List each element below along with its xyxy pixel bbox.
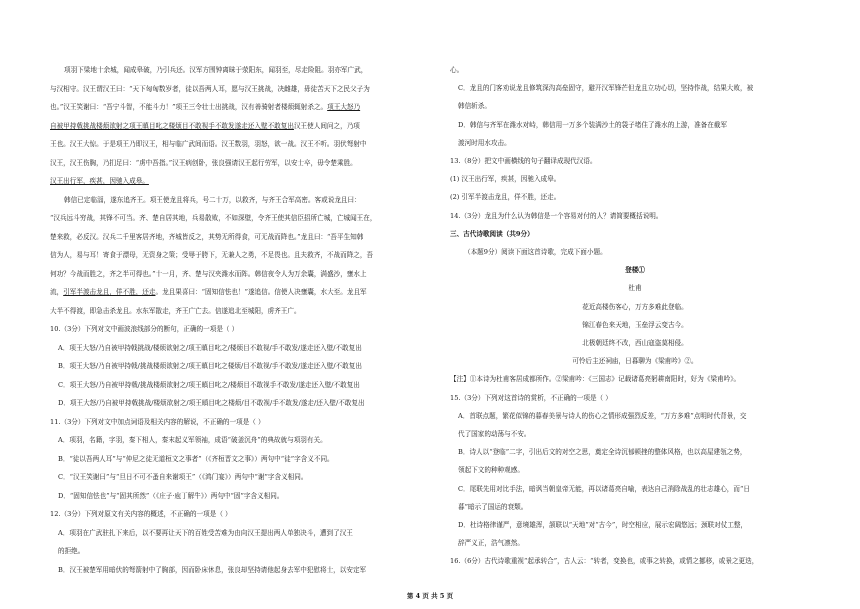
right-line-18 bbox=[450, 394, 820, 403]
line-text: (1) 汉王出行军，疾甚，因驰入成皋。 bbox=[450, 175, 561, 184]
left-line-3 bbox=[50, 122, 425, 131]
line-text: 代了国家的动荡与不安。 bbox=[458, 430, 531, 438]
line-text: 锦江春色来天地，玉垒浮云变古今。 bbox=[582, 320, 688, 329]
left-line-18 bbox=[50, 399, 425, 408]
line-text: B．诗人以“登临”二字，引出后文的对空之思，奠定全诗沉郁顿挫的整体风格，也以高屋建瓴之势， bbox=[458, 448, 747, 457]
line-text: C．尾联先用对比手法，暗讽当朝皇帝无能，再以诸葛亮自喻，表达自己消除战乱的壮志雄心，而“日 bbox=[458, 484, 750, 493]
line-text: 登楼① bbox=[625, 266, 645, 275]
line-text-after: 。龙且果喜曰：“固知信怯也！”遂追信。信使人决壅囊，水大至。龙且军 bbox=[155, 288, 367, 296]
line-text: B．“徒以吾两人耳”与“仲尼之徒无道桓文之事者”（《齐桓晋文之事》）两句中“徒”字含义不同。 bbox=[58, 454, 334, 463]
right-line-15 bbox=[450, 339, 820, 348]
left-line-11 bbox=[50, 270, 425, 279]
left-line-14 bbox=[50, 325, 425, 334]
right-line-21 bbox=[450, 448, 820, 457]
line-text: D．韩信与齐军在潍水对峙，韩信用一万多个装满沙土的袋子堵住了潍水的上游，准备在截军 bbox=[458, 120, 728, 129]
right-line-10 bbox=[450, 248, 820, 257]
line-text: 汉王出行军，疾甚，因驰入成皋。 bbox=[50, 177, 149, 185]
right-line-1 bbox=[450, 84, 820, 93]
line-text: D．“固知信怯也”与“固其所然”（《庄子·庖丁解牛》）两句中“固”字含义相同。 bbox=[58, 491, 284, 500]
line-text: 渡河时用水攻击。 bbox=[458, 138, 511, 147]
line-text: （本题9分）阅读下面这首诗歌，完成下面小题。 bbox=[464, 248, 607, 256]
right-line-11 bbox=[450, 266, 820, 275]
right-line-3 bbox=[450, 121, 820, 130]
left-line-25 bbox=[50, 529, 425, 538]
underlined-text: 引军半渡击龙且，佯不胜，还走 bbox=[63, 288, 156, 296]
left-column bbox=[50, 0, 425, 600]
line-text: 流， bbox=[50, 288, 64, 296]
right-line-0 bbox=[450, 66, 820, 75]
left-line-10 bbox=[50, 251, 425, 260]
left-line-22 bbox=[50, 473, 425, 482]
left-line-24 bbox=[50, 510, 425, 519]
line-text: C．项王大怒/乃自被甲持戟/挑战楼烦欲射之/项王瞋目叱之/楼烦目不敢视手不敢发/遂走还入壁/不敢复出 bbox=[58, 380, 360, 389]
line-text: 韩信斩杀。 bbox=[458, 102, 491, 111]
left-line-1 bbox=[50, 85, 425, 94]
line-text: 韩信已定临淄，遂东追齐王。项王使龙且将兵，号二十万，以救齐，与齐王合军高密。客或说龙且曰： bbox=[64, 195, 361, 204]
line-text: 楚来救，必反汉。汉兵二千里客居齐地，齐城皆反之，其势无所得食，可无战而降也。”龙且曰：“吾平生知韩 bbox=[50, 232, 364, 241]
line-text: 心。 bbox=[450, 66, 464, 74]
line-text: 暮”暗示了国运的衰颓。 bbox=[458, 502, 528, 511]
left-line-27 bbox=[50, 566, 425, 575]
line-text: 杜甫 bbox=[628, 284, 642, 293]
line-text: A．项王大怒/乃自被甲持戟挑战/楼烦欲射之/项王瞋目叱之/楼烦目不敢视/手不敢发/遂走还入壁/不敢复出 bbox=[58, 343, 362, 352]
left-line-6 bbox=[50, 177, 425, 186]
line-text: 何功？今战而胜之，齐之半可得也。”十一月，齐、楚与汉夹潍水而阵。韩信夜令人为万余囊，满盛沙，壅水上 bbox=[50, 269, 367, 278]
right-line-4 bbox=[450, 139, 820, 148]
line-text: D．杜诗格律谨严，意境雄浑，颔联以“天地”对“古今”，时空相应，展示宏阔悠远；颈联对仗工整， bbox=[458, 521, 748, 529]
line-text: 【注】①本诗为杜甫客居成都所作。②梁甫吟：《三国志》记载诸葛亮躬耕南阳时，好为《梁甫吟》。 bbox=[450, 375, 741, 384]
left-line-8 bbox=[50, 214, 425, 223]
line-text: 与汉相守。汉王谓汉王曰：“天下匈匈数岁者，徒以吾两人耳，愿与汉王挑战，决雌雄，毋徒苦天下之民父子为 bbox=[50, 84, 370, 93]
line-text: 14.（3分）龙且为什么认为韩信是一个容易对付的人？请简要概括说明。 bbox=[450, 211, 663, 220]
left-line-9 bbox=[50, 233, 425, 242]
right-line-26 bbox=[450, 539, 820, 548]
line-text: B．汉王被楚军用暗伏的弩箭射中了胸部，因而卧床休息，张良却坚持请他起身去军中犯慰将士，以安定军 bbox=[58, 565, 367, 574]
line-text: 三、古代诗歌阅读（共9分） bbox=[450, 229, 534, 238]
line-text: 12.（3分）下列对原文有关内容的概述，不正确的一项是（ ） bbox=[50, 510, 232, 518]
line-text: 自被甲持戟挑战楼烦欲射之项王瞋目叱之楼烦目不敢视手不敢发遂走还入壁不敢复出 bbox=[50, 121, 294, 130]
line-text: 项羽下梁地十余城，闻成皋破，乃引兵还。汉军方围钟离昧于荥阳东，闻羽至，尽走险阻。羽亦军广武， bbox=[64, 66, 368, 74]
left-line-12 bbox=[50, 288, 425, 297]
right-line-23 bbox=[450, 485, 820, 494]
right-line-16 bbox=[450, 357, 820, 366]
right-line-25 bbox=[450, 521, 820, 530]
left-line-19 bbox=[50, 418, 425, 427]
left-line-7 bbox=[50, 196, 425, 205]
line-text: A．首联点题，繁花似锦的暮春美景与诗人的伤心之情形成强烈反差，“万方多难”点明时代背景，交 bbox=[458, 411, 747, 420]
line-text: 北极朝廷终不改，西山寇盗莫相侵。 bbox=[582, 339, 688, 347]
left-line-26 bbox=[50, 547, 425, 556]
right-line-5 bbox=[450, 157, 820, 166]
right-line-2 bbox=[450, 102, 820, 111]
right-line-14 bbox=[450, 321, 820, 330]
right-column bbox=[450, 0, 820, 600]
right-line-17 bbox=[450, 375, 820, 384]
line-text-after: 汉王使人间问之，乃项 bbox=[293, 121, 360, 130]
left-line-13 bbox=[50, 307, 425, 316]
left-line-21 bbox=[50, 455, 425, 464]
line-text: 16.（6分）古代诗歌重视“起承转合”，古人云：“转者，变换也，或事之转换，或情之挪移，或景之更迭， bbox=[450, 557, 759, 566]
line-text: 可怜后主还祠庙，日暮聊为《梁甫吟》②。 bbox=[572, 357, 698, 366]
right-line-12 bbox=[450, 284, 820, 293]
left-line-16 bbox=[50, 362, 425, 371]
left-line-20 bbox=[50, 436, 425, 445]
line-text: A．项羽在广武驻扎下来后，以不要再让天下的百姓受苦难为由向汉王提出两人单独决斗，遭到了汉王 bbox=[58, 528, 353, 537]
line-text: 王也。汉王大惊。于是项王乃即汉王，相与临广武间而语。汉王数羽，羽怒，欲一战。汉王不听。羽伏弩射中 bbox=[50, 140, 367, 148]
left-line-4 bbox=[50, 140, 425, 149]
line-text: (2) 引军半渡击龙且，佯不胜，还走。 bbox=[450, 193, 561, 202]
left-line-0 bbox=[50, 66, 425, 75]
line-text: D．项王大怒/乃自被甲持戟挑战/楼烦欲射之/项王瞋目叱之楼烦/目不敢视/手不敢发/遂走/还入壁/不敢复出 bbox=[58, 399, 365, 407]
right-line-6 bbox=[450, 175, 820, 184]
line-text: 13.（8分）把文中画横线的句子翻译成现代汉语。 bbox=[450, 157, 597, 165]
line-text: 的拒绝。 bbox=[58, 547, 85, 555]
left-line-17 bbox=[50, 381, 425, 390]
right-line-22 bbox=[450, 466, 820, 475]
line-text: 汉王，汉王伤胸，乃扪足曰：“虏中吾指。”汉王病创卧，张良强请汉王起行劳军，以安士卒，毋令楚乘胜。 bbox=[50, 158, 357, 167]
right-line-13 bbox=[450, 303, 820, 312]
line-text: 信为人，易与耳！寄食于漂母，无资身之策；受辱于胯下，无兼人之勇，不足畏也。且夫救齐，不战而降之，吾 bbox=[50, 251, 374, 259]
line-text: A．项羽，名籍，字羽，秦下相人，秦末起义军领袖，成语“破釜沉舟”的典故就与项羽有关。 bbox=[58, 436, 327, 444]
underlined-text: 项王大怒乃 bbox=[327, 103, 361, 111]
right-line-8 bbox=[450, 212, 820, 221]
line-text: B．项王大怒/乃自被甲持戟/挑战楼烦欲射之/项王瞋目叱之楼烦/目不敢视/手不敢发/遂走还入壁/不敢复出 bbox=[58, 362, 362, 370]
line-text: 辞严义正，浩气凛然。 bbox=[458, 539, 524, 548]
line-text: 也。”汉王笑谢曰：“吾宁斗智，不能斗力！”项王三令壮士出挑战，汉有善骑射者楼烦辄射杀之。 bbox=[50, 103, 328, 111]
line-text: C．龙且的门客劝说龙且修筑深沟高垒固守，避开汉军锋芒但龙且立功心切，坚持作战，结果大败，被 bbox=[458, 84, 754, 93]
right-line-24 bbox=[450, 503, 820, 512]
right-line-27 bbox=[450, 557, 820, 566]
line-text: 大半不得渡，即急击杀龙且。水东军散走，齐王广亡去。信遂追北至城阳，虏齐王广。 bbox=[50, 306, 301, 315]
right-line-7 bbox=[450, 193, 820, 202]
right-line-9 bbox=[450, 230, 820, 239]
left-line-2 bbox=[50, 103, 425, 112]
line-text: 花近高楼伤客心，万方多难此登临。 bbox=[582, 302, 688, 311]
line-text: 15.（3分）下列对这首诗的赏析，不正确的一项是（ ） bbox=[450, 393, 612, 402]
left-line-23 bbox=[50, 492, 425, 501]
line-text: C．“汉王笑谢曰”与“旦日不可不蚤自来谢项王”（《鸿门宴》）两句中“谢”字含义相同。 bbox=[58, 473, 308, 481]
right-line-19 bbox=[450, 412, 820, 421]
line-text: 领起下文的种种观感。 bbox=[458, 466, 524, 475]
line-text: 10.（3分）下列对文中画波浪线部分的断句，正确的一项是（ ） bbox=[50, 325, 239, 333]
line-text: 11.（3分）下列对文中加点词语及相关内容的解说，不正确的一项是（ ） bbox=[50, 417, 265, 426]
left-line-15 bbox=[50, 344, 425, 353]
line-text: “汉兵远斗穷战，其锋不可当。齐、楚自居其地，兵易散败，不如深壁，令齐王使其信臣招所亡城，亡城闻王在， bbox=[50, 214, 377, 222]
page-footer: 第 4 页 共 5 页 bbox=[406, 592, 454, 600]
left-line-5 bbox=[50, 159, 425, 168]
right-line-20 bbox=[450, 430, 820, 439]
